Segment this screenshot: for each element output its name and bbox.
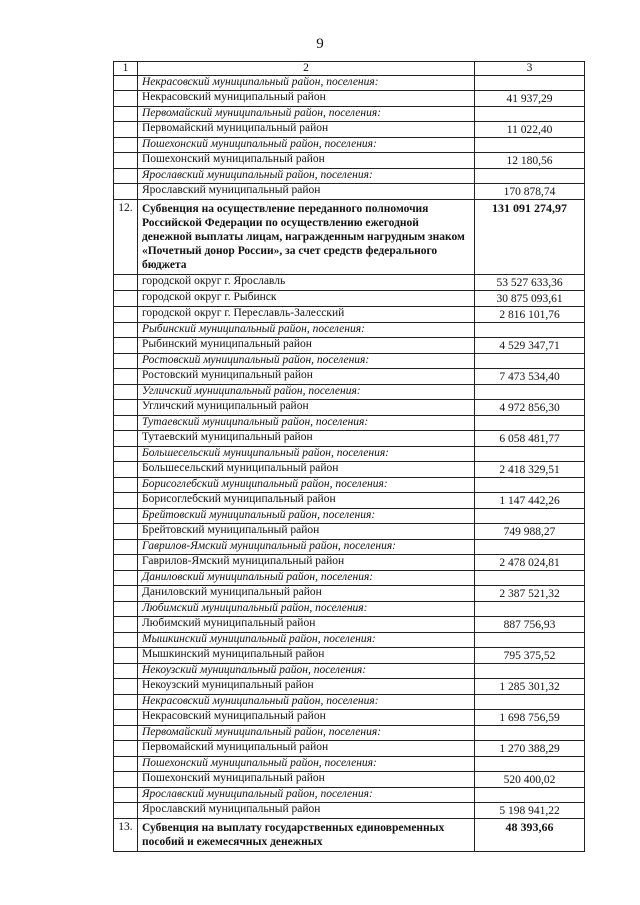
table-row [114,772,585,788]
row-number [114,385,138,400]
table-row [114,338,585,354]
amount-cell: 795 375,52 [475,648,585,664]
district-header: Тутаевский муниципальный район, поселения: [137,416,474,431]
column-header-amount: 3 [475,62,585,76]
row-number [114,664,138,679]
row-number [114,648,138,664]
district-header: Первомайский муниципальный район, поселения: [137,107,474,122]
table-row [114,679,585,695]
amount-cell [475,571,585,586]
subvention-total: 48 393,66 [475,819,585,852]
table-row [114,307,585,323]
recipient-name: Рыбинский муниципальный район [137,338,474,354]
page-number: 9 [316,36,324,52]
recipient-name: Борисоглебский муниципальный район [137,493,474,509]
row-number [114,695,138,710]
amount-cell [475,169,585,184]
amount-cell [475,447,585,462]
row-number [114,710,138,726]
subvention-row [114,200,585,275]
row-number [114,788,138,803]
table-body [114,76,585,852]
amount-cell [475,726,585,741]
amount-cell: 887 756,93 [475,617,585,633]
amount-cell [475,695,585,710]
amount-cell [475,107,585,122]
amount-cell: 749 988,27 [475,524,585,540]
row-number [114,447,138,462]
district-header: Борисоглебский муниципальный район, поселения: [137,478,474,493]
amount-cell [475,416,585,431]
district-header-row [114,571,585,586]
table-row [114,524,585,540]
amount-cell: 2 418 329,51 [475,462,585,478]
table-row [114,431,585,447]
recipient-name: Гаврилов-Ямский муниципальный район [137,555,474,571]
district-header: Пошехонский муниципальный район, поселения: [137,138,474,153]
amount-cell: 6 058 481,77 [475,431,585,447]
recipient-name: Тутаевский муниципальный район [137,431,474,447]
row-number [114,153,138,169]
district-header: Пошехонский муниципальный район, поселения: [137,757,474,772]
row-number [114,757,138,772]
district-header-row [114,509,585,524]
row-number [114,91,138,107]
district-header: Рыбинский муниципальный район, поселения: [137,323,474,338]
district-header-row [114,323,585,338]
row-number [114,307,138,323]
table-row [114,493,585,509]
amount-cell: 170 878,74 [475,184,585,200]
table-row [114,275,585,291]
recipient-name: Любимский муниципальный район [137,617,474,633]
row-number [114,540,138,555]
amount-cell [475,138,585,153]
row-number [114,679,138,695]
table-row [114,91,585,107]
table-header-row [114,62,585,76]
table-row [114,803,585,819]
recipient-name: городской округ г. Рыбинск [137,291,474,307]
recipient-name: Пошехонский муниципальный район [137,153,474,169]
row-number [114,400,138,416]
amount-cell [475,76,585,91]
amount-cell: 1 285 301,32 [475,679,585,695]
row-number [114,122,138,138]
amount-cell: 2 478 024,81 [475,555,585,571]
table-row [114,400,585,416]
recipient-name: Угличский муниципальный район [137,400,474,416]
table-row [114,153,585,169]
amount-cell [475,323,585,338]
subvention-row [114,819,585,852]
subsidy-table [113,61,585,852]
row-number [114,772,138,788]
district-header-row [114,664,585,679]
recipient-name: Пошехонский муниципальный район [137,772,474,788]
row-number [114,354,138,369]
amount-cell [475,602,585,617]
recipient-name: Большесельский муниципальный район [137,462,474,478]
row-number [114,431,138,447]
district-header-row [114,76,585,91]
recipient-name: Ярославский муниципальный район [137,803,474,819]
amount-cell [475,664,585,679]
table-row [114,617,585,633]
recipient-name: городской округ г. Переславль-Залесский [137,307,474,323]
district-header-row [114,726,585,741]
table-row [114,291,585,307]
amount-cell: 41 937,29 [475,91,585,107]
district-header: Любимский муниципальный район, поселения: [137,602,474,617]
amount-cell: 520 400,02 [475,772,585,788]
table-row [114,586,585,602]
recipient-name: Первомайский муниципальный район [137,122,474,138]
row-number [114,138,138,153]
recipient-name: Даниловский муниципальный район [137,586,474,602]
amount-cell: 7 473 534,40 [475,369,585,385]
district-header-row [114,540,585,555]
recipient-name: Мышкинский муниципальный район [137,648,474,664]
row-number [114,184,138,200]
row-number [114,416,138,431]
row-number [114,462,138,478]
amount-cell: 1 147 442,26 [475,493,585,509]
district-header-row [114,788,585,803]
district-header: Гаврилов-Ямский муниципальный район, поселения: [137,540,474,555]
amount-cell: 30 875 093,61 [475,291,585,307]
column-header-number: 1 [114,62,138,76]
amount-cell: 2 816 101,76 [475,307,585,323]
row-number: 12. [114,200,138,275]
district-header-row [114,385,585,400]
table-row [114,462,585,478]
district-header-row [114,757,585,772]
table-row [114,710,585,726]
row-number [114,493,138,509]
table-row [114,555,585,571]
row-number [114,291,138,307]
row-number [114,633,138,648]
row-number [114,275,138,291]
row-number [114,76,138,91]
row-number [114,741,138,757]
amount-cell [475,540,585,555]
amount-cell [475,757,585,772]
district-header: Даниловский муниципальный район, поселения: [137,571,474,586]
table-row [114,741,585,757]
subvention-title: Субвенция на осуществление переданного полномочия Российской Федерации по осуществлению ежегодной денежной выплаты лицам, награжденным нагрудным знаком «Почетный донор России», за счет средств федерального бюджета [137,200,474,275]
recipient-name: Ростовский муниципальный район [137,369,474,385]
table-row [114,648,585,664]
row-number [114,524,138,540]
row-number [114,602,138,617]
recipient-name: Первомайский муниципальный район [137,741,474,757]
row-number [114,323,138,338]
amount-cell: 4 972 856,30 [475,400,585,416]
district-header: Ярославский муниципальный район, поселения: [137,169,474,184]
recipient-name: Ярославский муниципальный район [137,184,474,200]
table-row [114,184,585,200]
amount-cell: 11 022,40 [475,122,585,138]
row-number [114,338,138,354]
table-row [114,122,585,138]
district-header: Угличский муниципальный район, поселения: [137,385,474,400]
row-number [114,803,138,819]
amount-cell: 1 698 756,59 [475,710,585,726]
district-header: Первомайский муниципальный район, поселения: [137,726,474,741]
recipient-name: Некрасовский муниципальный район [137,710,474,726]
amount-cell: 1 270 388,29 [475,741,585,757]
amount-cell: 53 527 633,36 [475,275,585,291]
amount-cell: 4 529 347,71 [475,338,585,354]
amount-cell [475,509,585,524]
district-header-row [114,138,585,153]
subvention-title: Субвенция на выплату государственных единовременных пособий и ежемесячных денежных [137,819,474,852]
district-header: Мышкинский муниципальный район, поселения: [137,633,474,648]
amount-cell: 2 387 521,32 [475,586,585,602]
amount-cell [475,788,585,803]
district-header: Большесельский муниципальный район, поселения: [137,447,474,462]
table-row [114,369,585,385]
row-number [114,571,138,586]
district-header-row [114,416,585,431]
district-header-row [114,602,585,617]
row-number: 13. [114,819,138,852]
row-number [114,617,138,633]
amount-cell [475,385,585,400]
district-header: Брейтовский муниципальный район, поселения: [137,509,474,524]
amount-cell: 5 198 941,22 [475,803,585,819]
district-header-row [114,695,585,710]
amount-cell: 12 180,56 [475,153,585,169]
amount-cell [475,633,585,648]
row-number [114,369,138,385]
district-header: Ростовский муниципальный район, поселения: [137,354,474,369]
district-header-row [114,169,585,184]
recipient-name: Некоузский муниципальный район [137,679,474,695]
district-header-row [114,447,585,462]
district-header: Ярославский муниципальный район, поселения: [137,788,474,803]
row-number [114,586,138,602]
recipient-name: Некрасовский муниципальный район [137,91,474,107]
row-number [114,478,138,493]
row-number [114,509,138,524]
row-number [114,107,138,122]
row-number [114,726,138,741]
district-header: Некрасовский муниципальный район, поселения: [137,695,474,710]
district-header-row [114,633,585,648]
district-header-row [114,478,585,493]
amount-cell [475,354,585,369]
district-header-row [114,354,585,369]
row-number [114,555,138,571]
district-header: Некоузский муниципальный район, поселения: [137,664,474,679]
column-header-name: 2 [137,62,474,76]
amount-cell [475,478,585,493]
recipient-name: Брейтовский муниципальный район [137,524,474,540]
row-number [114,169,138,184]
district-header-row [114,107,585,122]
subvention-total: 131 091 274,97 [475,200,585,275]
district-header: Некрасовский муниципальный район, поселения: [137,76,474,91]
recipient-name: городской округ г. Ярославль [137,275,474,291]
